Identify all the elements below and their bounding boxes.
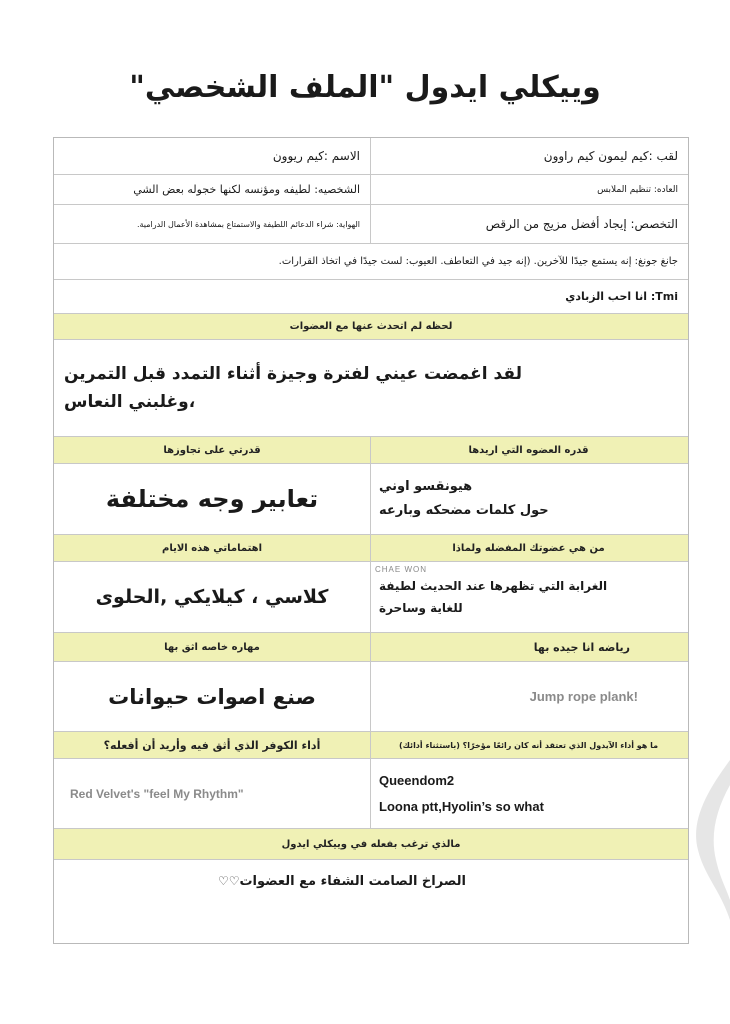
wish-header <box>54 829 688 860</box>
surpass-power-header <box>54 437 371 464</box>
jang-junghoon-cell <box>54 244 688 280</box>
idol-performance-header <box>369 732 688 759</box>
cover-cell <box>54 759 371 829</box>
favorite-member-cell <box>369 562 688 633</box>
moment-cell <box>54 340 688 437</box>
want-power-line-1: هيونقسو اوني <box>379 479 473 494</box>
want-power-line-2: حول كلمات مضحكه وبارعه <box>379 503 549 518</box>
sport-header <box>369 633 688 662</box>
favorite-member-line-2: للغاية وساحرة <box>379 601 463 615</box>
moment-header <box>54 314 688 340</box>
heart-icons: ♡♡ <box>217 874 240 888</box>
moment-line-1: لقد اغمضت عيني لفترة وجيزة أثناء التمدد قبل التمرين <box>64 364 522 384</box>
habit-cell <box>369 175 688 205</box>
nickname-text: لقب :كيم ليمون كيم راوون <box>543 149 678 163</box>
hobby-cell <box>54 205 371 244</box>
cover-header-label: أداء الكوفر الذي أثق فيه وأريد أن أفعله؟ <box>103 738 321 752</box>
surpass-power-header-label: قدرتي على تجاوزها <box>163 444 261 456</box>
wish-text: الصراخ الصامت الشفاء مع العضوات <box>239 873 466 889</box>
personality-cell <box>54 175 371 205</box>
profile-sheet <box>53 137 689 944</box>
interests-header <box>54 535 371 562</box>
skill-header-label: مهاره خاصه اثق بها <box>164 641 260 653</box>
wish-header-label: مالذي ترغب بفعله في وييكلي ايدول <box>281 838 461 850</box>
sport-cell <box>369 662 688 732</box>
name-cell <box>54 138 371 175</box>
tmi-cell <box>54 280 688 314</box>
skill-text: صنع اصوات حيوانات <box>108 684 316 709</box>
idol-performance-line-2: Loona ptt,Hyolin’s so what <box>379 798 544 814</box>
sport-header-label: رياضه انا جيده بها <box>533 640 630 654</box>
moment-line-2: ،وغلبني النعاس <box>64 392 196 412</box>
skill-header <box>54 633 371 662</box>
favorite-member-header <box>369 535 688 562</box>
surpass-power-text: تعابير وجه مختلفة <box>105 485 319 513</box>
want-power-header <box>369 437 688 464</box>
page-title: وييكلي ايدول "الملف الشخصي" <box>129 70 601 105</box>
favorite-member-header-label: من هي عضوتك المفضله ولماذا <box>452 542 605 554</box>
skill-cell <box>54 662 371 732</box>
jang-junghoon-text: جانغ جونغ: إنه يستمع جيدًا للآخرين. (إنه جيد في التعاطف. العيوب: لست جيدًا في اتخاذ القرارات. <box>278 256 678 267</box>
idol-performance-cell <box>369 759 688 829</box>
specialty-text: التخصص: إيجاد أفضل مزيج من الرقص <box>485 217 678 231</box>
hobby-text: الهواية: شراء الدعائم اللطيفة والاستمتاع بمشاهدة الأعمال الدرامية. <box>136 219 360 229</box>
name-text: الاسم :كيم ريوون <box>272 149 360 163</box>
decorative-curve <box>690 760 730 920</box>
personality-text: الشخصيه: لطيفه ومؤنسه لكنها خجوله بعض الشي <box>133 183 360 196</box>
sport-text: Jump rope plank! <box>529 689 638 704</box>
interests-header-label: اهتماماتي هذه الايام <box>162 542 263 554</box>
want-power-header-label: قدره العضوه التي اريدها <box>468 444 589 456</box>
nickname-cell <box>369 138 688 175</box>
surpass-power-cell <box>54 464 371 535</box>
favorite-member-line-1: الغرابة التي تظهرها عند الحديث لطيفة <box>379 579 608 593</box>
moment-header-label: لحظه لم اتحدث عنها مع العضوات <box>289 321 453 332</box>
idol-performance-line-1: Queendom2 <box>379 772 455 788</box>
chae-won-watermark: CHAE WON <box>375 565 427 574</box>
interests-text: كلاسي ، كيلايكي ,الحلوى <box>95 586 329 608</box>
cover-text: Red Velvet's "feel My Rhythm" <box>70 786 244 801</box>
idol-performance-header-label: ما هو أداء الآيدول الذي تعتقد أنه كان رائعًا مؤخرًا؟ (باستثناء أدائك) <box>398 740 659 750</box>
specialty-cell <box>369 205 688 244</box>
cover-header <box>54 732 371 759</box>
want-power-cell <box>369 464 688 535</box>
interests-cell <box>54 562 371 633</box>
tmi-text: Tmi: انا احب الزبادي <box>565 290 678 303</box>
habit-text: العاده: تنظيم الملابس <box>597 184 678 195</box>
wish-cell <box>54 860 688 902</box>
